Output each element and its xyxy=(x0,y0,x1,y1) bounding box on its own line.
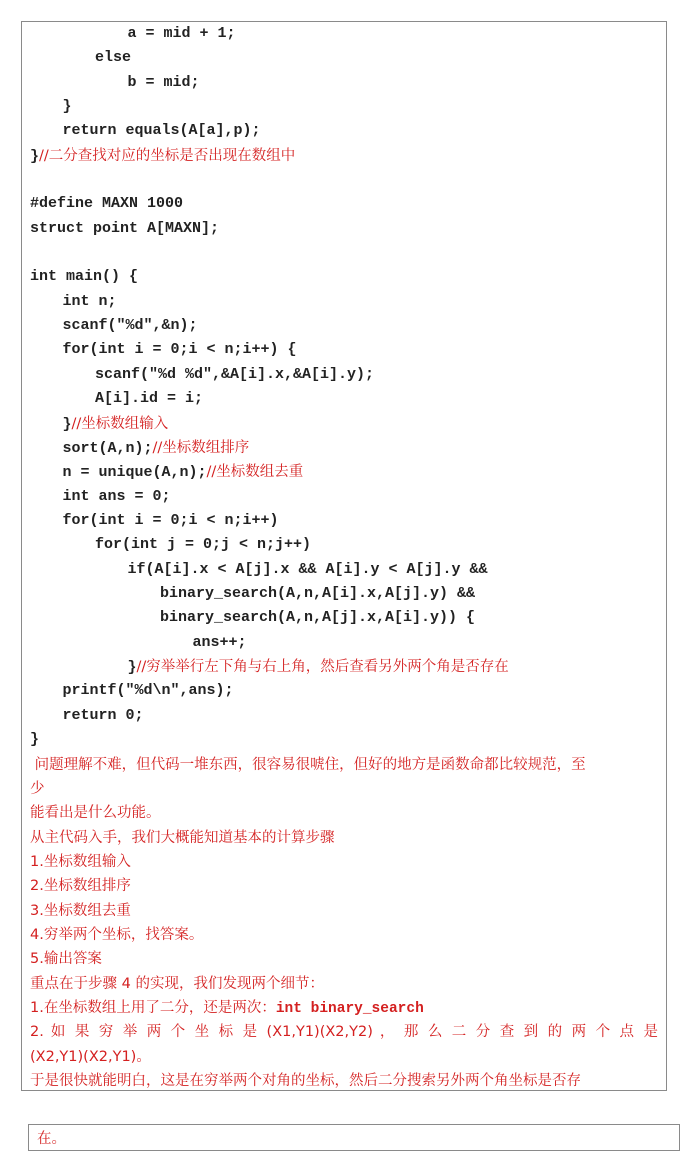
detail-item-cont: (X2,Y1)(X2,Y1)。 xyxy=(30,1048,151,1065)
code-line xyxy=(30,22,658,46)
detail-item: 2. 如 果 穷 举 两 个 坐 标 是 (X1,Y1)(X2,Y2) ， 那 么 二 分 查 到 的 两 个 点 是 xyxy=(30,1024,658,1041)
code-line xyxy=(30,704,658,728)
code-line xyxy=(30,655,658,679)
code-line xyxy=(30,46,658,70)
code-text: } xyxy=(127,658,137,676)
code-line xyxy=(30,533,658,557)
code-text: int ans = 0; xyxy=(62,487,171,505)
code-listing xyxy=(30,22,658,752)
code-line xyxy=(30,314,658,338)
paragraph: 问题理解不难，但代码一堆东西，很容易很唬住，但好的地方是函数命都比较规范，至 xyxy=(30,756,586,773)
document-page xyxy=(21,21,667,1091)
code-text: a = mid + 1; xyxy=(127,25,236,42)
code-text: n = unique(A,n); xyxy=(62,464,207,482)
code-line xyxy=(30,338,658,362)
code-comment: //二分查找对应的坐标是否出现在数组中 xyxy=(39,147,296,164)
code-line xyxy=(30,631,658,655)
continuation-box xyxy=(28,1124,680,1151)
code-text: scanf("%d %d",&A[i].x,&A[i].y); xyxy=(95,365,375,383)
step-item: 3.坐标数组去重 xyxy=(30,902,131,919)
code-text: for(int i = 0;i < n;i++) { xyxy=(62,341,297,359)
code-line xyxy=(30,95,658,119)
code-line xyxy=(30,387,658,411)
code-line xyxy=(30,119,658,143)
code-line xyxy=(30,363,658,387)
code-line xyxy=(30,412,658,436)
code-text: struct point A[MAXN]; xyxy=(30,219,220,237)
detail-item xyxy=(30,996,658,1020)
paragraph: 在。 xyxy=(37,1131,66,1147)
paragraph: 重点在于步骤 4 的实现，我们发现两个细节： xyxy=(30,975,324,992)
code-text: } xyxy=(30,147,40,165)
code-line xyxy=(30,290,658,314)
code-text: } xyxy=(30,730,40,748)
code-comment: //坐标数组去重 xyxy=(206,464,304,481)
code-text: for(int j = 0;j < n;j++) xyxy=(95,536,312,554)
code-line xyxy=(30,144,658,168)
code-line xyxy=(30,509,658,533)
detail-text: 1.在坐标数组上用了二分，还是两次： xyxy=(30,999,276,1016)
detail-code: int binary_search xyxy=(275,1000,424,1017)
code-text: else xyxy=(95,49,132,67)
code-text: int n; xyxy=(62,292,117,310)
code-line xyxy=(30,485,658,509)
code-line xyxy=(30,606,658,630)
paragraph: 从主代码入手，我们大概能知道基本的计算步骤 xyxy=(30,829,335,846)
code-line xyxy=(30,436,658,460)
step-item: 4.穷举两个坐标，找答案。 xyxy=(30,926,204,943)
code-text: binary_search(A,n,A[i].x,A[j].y) && xyxy=(160,584,476,602)
code-text: sort(A,n); xyxy=(62,439,153,457)
code-text: } xyxy=(62,98,72,116)
step-item: 5.输出答案 xyxy=(30,951,102,968)
code-line xyxy=(30,728,658,752)
code-line xyxy=(30,168,658,192)
code-line xyxy=(30,582,658,606)
code-line xyxy=(30,71,658,95)
code-comment: //坐标数组输入 xyxy=(71,415,169,432)
code-text: printf("%d\n",ans); xyxy=(62,682,234,700)
code-text: A[i].id = i; xyxy=(95,390,204,408)
paragraph: 于是很快就能明白，这是在穷举两个对角的坐标，然后二分搜索另外两个角坐标是否存 xyxy=(30,1072,581,1089)
code-line xyxy=(30,558,658,582)
code-line xyxy=(30,241,658,265)
code-text: b = mid; xyxy=(127,73,200,91)
code-text: binary_search(A,n,A[j].x,A[i].y)) { xyxy=(160,609,476,627)
code-text: } xyxy=(62,415,72,433)
code-text: scanf("%d",&n); xyxy=(62,317,198,335)
code-text: ans++; xyxy=(192,633,247,651)
code-line xyxy=(30,217,658,241)
code-line xyxy=(30,192,658,216)
step-item: 1.坐标数组输入 xyxy=(30,853,131,870)
step-item: 2.坐标数组排序 xyxy=(30,878,131,895)
code-comment: //穷举举行左下角与右上角，然后查看另外两个角是否存在 xyxy=(136,658,509,675)
code-line xyxy=(30,460,658,484)
code-text: if(A[i].x < A[j].x && A[i].y < A[j].y && xyxy=(127,560,488,578)
code-text: int main() { xyxy=(30,268,139,286)
code-line xyxy=(30,265,658,289)
explanation xyxy=(30,753,658,1092)
code-comment: //坐标数组排序 xyxy=(152,439,250,456)
code-text: for(int i = 0;i < n;i++) xyxy=(62,511,279,529)
code-text: #define MAXN 1000 xyxy=(30,195,184,213)
code-text: return 0; xyxy=(62,706,144,724)
paragraph: 能看出是什么功能。 xyxy=(30,805,161,822)
code-text: return equals(A[a],p); xyxy=(62,122,261,140)
paragraph: 少 xyxy=(30,780,45,797)
code-line xyxy=(30,679,658,703)
